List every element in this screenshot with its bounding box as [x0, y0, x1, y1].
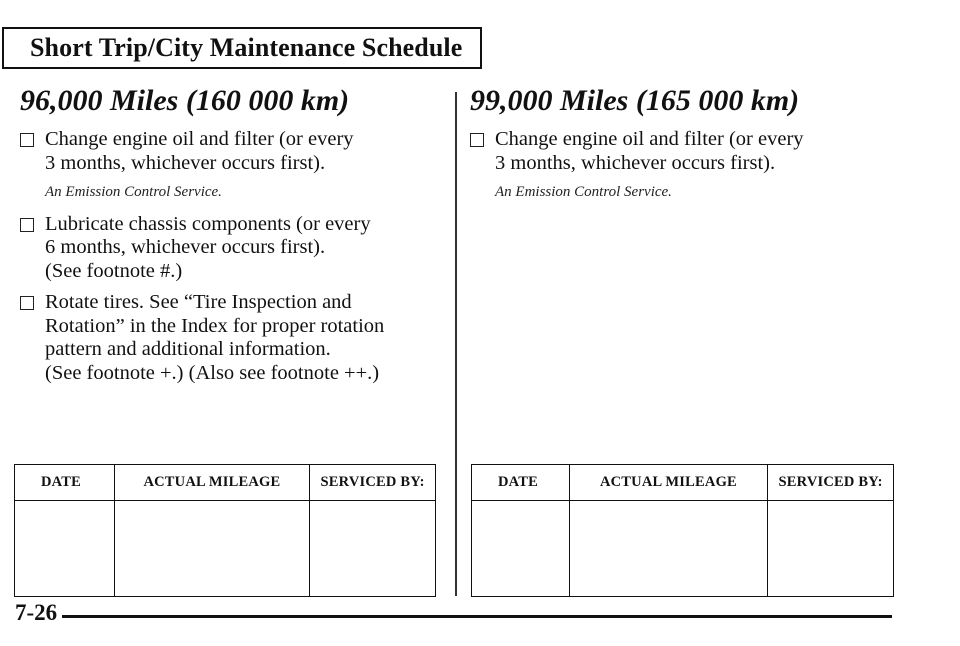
table-header-row: [472, 465, 894, 501]
checkbox-icon[interactable]: [20, 133, 34, 147]
checkbox-icon[interactable]: [470, 133, 484, 147]
table-row: [472, 501, 894, 597]
checklist-item-text: Change engine oil and filter (or every 3 months, whichever occurs first).: [45, 128, 354, 174]
table-row: [15, 501, 436, 597]
left-mileage-heading: 96,000 Miles (160 000 km): [20, 84, 350, 117]
serviced-by-column-header: SERVICED BY:: [768, 465, 894, 501]
left-checklist-item: [20, 213, 440, 284]
right-column: [470, 84, 910, 213]
actual-mileage-column-header: ACTUAL MILEAGE: [569, 465, 767, 501]
date-column-header: DATE: [472, 465, 570, 501]
checklist-item-text: Rotate tires. See “Tire Inspection and Rotation” in the Index for proper rotation pattern and additional information. (See footnote +.) (Also see footnote ++.): [45, 291, 385, 384]
serviced-by-cell[interactable]: [310, 501, 436, 597]
footer-rule: [62, 615, 892, 618]
schedule-title: Short Trip/City Maintenance Schedule: [30, 33, 463, 62]
checklist-item-text: Lubricate chassis components (or every 6 months, whichever occurs first). (See footnote #.): [45, 212, 371, 282]
actual-mileage-cell[interactable]: [114, 501, 309, 597]
left-checklist-item: [20, 291, 440, 385]
column-divider: [455, 92, 457, 596]
left-column: [20, 84, 440, 393]
schedule-header-box: [2, 27, 482, 69]
right-service-record-table: [471, 464, 894, 597]
emission-note: An Emission Control Service.: [495, 184, 672, 200]
checkbox-icon[interactable]: [20, 296, 34, 310]
checklist-item-text: Change engine oil and filter (or every 3 months, whichever occurs first).: [495, 128, 804, 174]
serviced-by-column-header: SERVICED BY:: [310, 465, 436, 501]
actual-mileage-cell[interactable]: [569, 501, 767, 597]
left-service-record-table: [14, 464, 436, 597]
serviced-by-cell[interactable]: [768, 501, 894, 597]
date-cell[interactable]: [15, 501, 115, 597]
date-column-header: DATE: [15, 465, 115, 501]
actual-mileage-column-header: ACTUAL MILEAGE: [114, 465, 309, 501]
table-header-row: [15, 465, 436, 501]
right-mileage-heading: 99,000 Miles (165 000 km): [470, 84, 800, 117]
emission-note: An Emission Control Service.: [45, 184, 222, 200]
right-checklist-item: [470, 128, 910, 205]
left-checklist-item: [20, 128, 440, 205]
page-number: 7-26: [15, 600, 58, 625]
checkbox-icon[interactable]: [20, 218, 34, 232]
date-cell[interactable]: [472, 501, 570, 597]
